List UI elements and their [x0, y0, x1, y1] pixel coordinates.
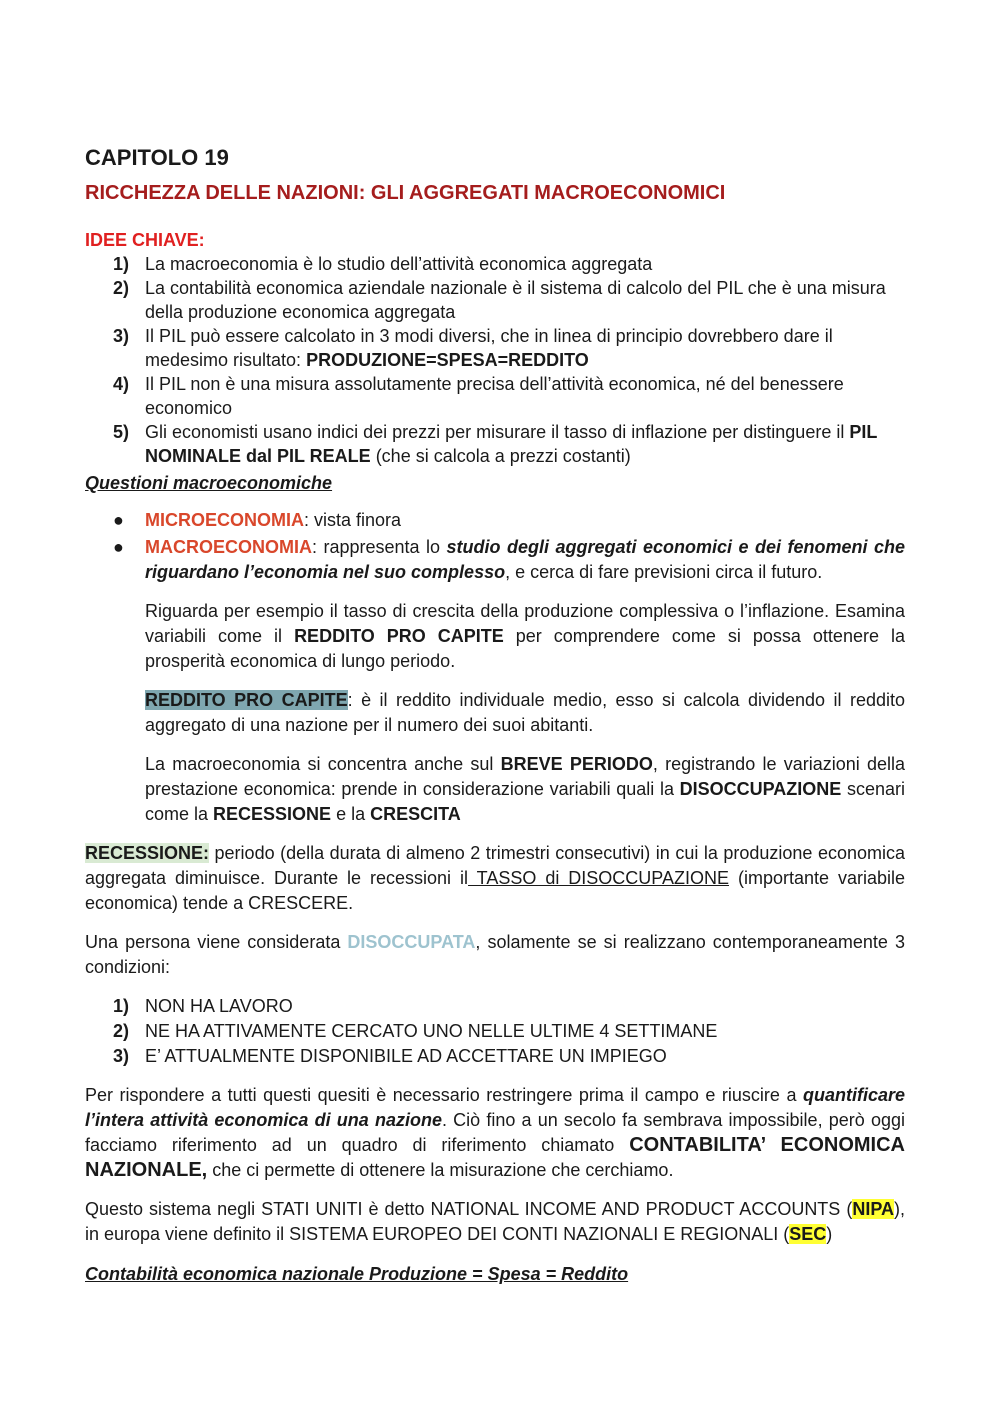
list-item: 1) La macroeconomia è lo studio dell’attività economica aggregata — [113, 254, 653, 274]
chapter-title: CAPITOLO 19 — [85, 145, 229, 170]
paragraph: Questo sistema negli STATI UNITI è detto NATIONAL INCOME AND PRODUCT ACCOUNTS (NIPA), in europa viene definito il SISTEMA EUROPEO DEI CONTI NAZIONALI E REGIONALI (SEC) — [85, 1199, 905, 1244]
list-item: 5) Gli economisti usano indici dei prezzi per misurare il tasso di inflazione per distinguere il PIL NOMINALE dal PIL REALE (che si calcola a prezzi costanti) — [113, 422, 878, 466]
key-ideas-heading: IDEE CHIAVE: — [85, 230, 205, 250]
section-heading: Contabilità economica nazionale Produzione = Spesa = Reddito — [85, 1264, 629, 1284]
document-page — [85, 144, 905, 1287]
paragraph: Una persona viene considerata DISOCCUPATA, solamente se si realizzano contemporaneamente 3 condizioni: — [85, 932, 905, 977]
list-item: ● MACROECONOMIA: rappresenta lo studio degli aggregati economici e dei fenomeni che riguardano l’economia nel suo complesso, e cerca di fare previsioni circa il futuro. — [113, 537, 905, 582]
paragraph: REDDITO PRO CAPITE: è il reddito individuale medio, esso si calcola dividendo il reddito aggregato di una nazione per il numero dei suoi abitanti. — [145, 690, 905, 735]
list-item: 2) La contabilità economica aziendale nazionale è il sistema di calcolo del PIL che è una misura della produzione economica aggregata — [113, 278, 886, 322]
questions-heading: Questioni macroeconomiche — [85, 473, 333, 493]
list-item: 3) Il PIL può essere calcolato in 3 modi diversi, che in linea di principio dovrebbero dare il medesimo risultato: PRODUZIONE=SPESA=REDDITO — [113, 326, 833, 370]
paragraph: La macroeconomia si concentra anche sul BREVE PERIODO, registrando le variazioni della prestazione economica: prende in considerazione variabili quali la DISOCCUPAZIONE scenari come la RECESSIONE e la CRESCITA — [145, 754, 906, 824]
list-item: 4) Il PIL non è una misura assolutamente precisa dell’attività economica, né del benessere economico — [113, 374, 844, 418]
bullet-list — [85, 508, 905, 585]
paragraph: Per rispondere a tutti questi quesiti è necessario restringere prima il campo e riuscire a quantificare l’intera attività economica di una nazione. Ciò fino a un secolo fa sembrava impossibile, però oggi facciamo riferimento ad un quadro di riferimento chiamato CONTABILITA’ ECONOMICA NAZIONALE, che ci permette di ottenere la misurazione che cerchiamo. — [85, 1085, 905, 1181]
list-item: 1) NON HA LAVORO — [113, 996, 293, 1016]
paragraph: RECESSIONE: periodo (della durata di almeno 2 trimestri consecutivi) in cui la produzione economica aggregata diminuisce. Durante le recessioni il TASSO di DISOCCUPAZIONE (importante variabile economica) tende a CRESCERE. — [85, 843, 905, 913]
key-ideas-list — [85, 252, 905, 468]
chapter-subtitle: RICCHEZZA DELLE NAZIONI: GLI AGGREGATI MACROECONOMICI — [85, 182, 726, 204]
list-item: ● MICROECONOMIA: vista finora — [113, 510, 402, 530]
conditions-list — [85, 994, 905, 1069]
list-item: 2) NE HA ATTIVAMENTE CERCATO UNO NELLE ULTIME 4 SETTIMANE — [113, 1021, 718, 1041]
paragraph: Riguarda per esempio il tasso di crescita della produzione complessiva o l’inflazione. Esamina variabili come il REDDITO PRO CAPITE per comprendere come si possa ottenere la prosperità economica di lungo periodo. — [145, 601, 905, 671]
list-item: 3) E’ ATTUALMENTE DISPONIBILE AD ACCETTARE UN IMPIEGO — [113, 1046, 667, 1066]
